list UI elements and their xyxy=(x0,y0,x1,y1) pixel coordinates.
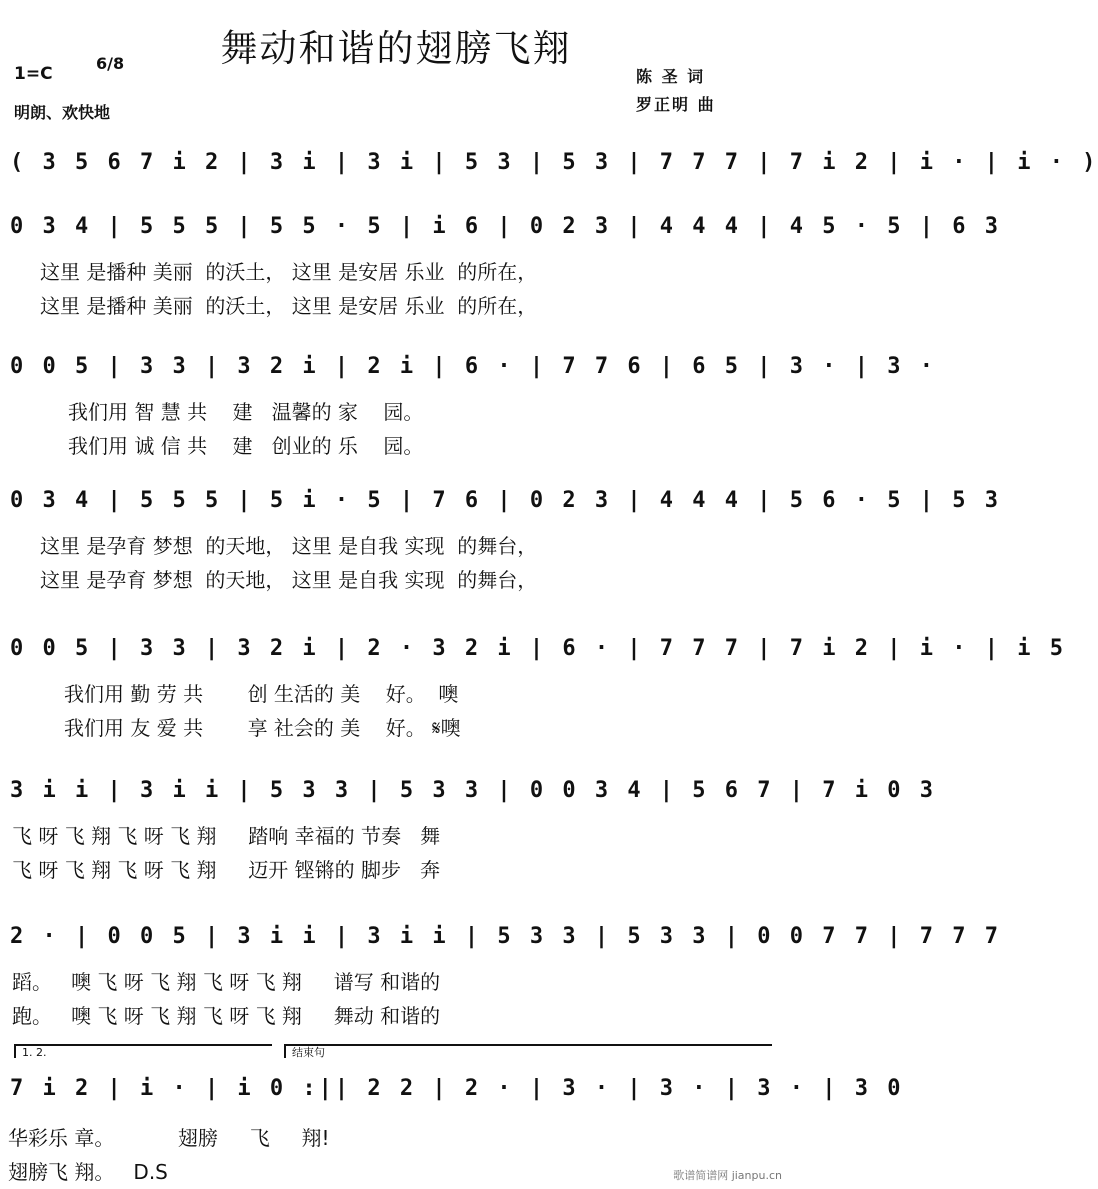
notation-line: 0 0 5 | 3 3 | 3 2 i | 2 · 3 2 i | 6 · | 7 7 7 | 7 i 2 | i · | i 5 xyxy=(10,636,1066,661)
lyrics-verse-1: 蹈。 噢 飞 呀 飞 翔 飞 呀 飞 翔 谱写 和谐的 xyxy=(12,970,441,994)
lyrics-verse-1: 这里 是孕育 梦想 的天地， 这里 是自我 实现 的舞台， xyxy=(40,534,538,558)
lyrics-verse-1: 华彩乐 章。 翅膀 飞 翔! xyxy=(8,1126,330,1150)
notation-line: 3 i i | 3 i i | 5 3 3 | 5 3 3 | 0 0 3 4 | 5 6 7 | 7 i 0 3 xyxy=(10,778,936,803)
lyrics-verse-2: 跑。 噢 飞 呀 飞 翔 飞 呀 飞 翔 舞动 和谐的 xyxy=(12,1004,441,1028)
lyrics-verse-1: 飞 呀 飞 翔 飞 呀 飞 翔 踏响 幸福的 节奏 舞 xyxy=(12,824,441,848)
lyrics-verse-2: 我们用 友 爱 共 享 社会的 美 好。 𝄋噢 xyxy=(64,716,461,740)
key-signature: 1=C xyxy=(14,64,53,84)
notation-line: 0 3 4 | 5 5 5 | 5 i · 5 | 7 6 | 0 2 3 | 4 4 4 | 5 6 · 5 | 5 3 xyxy=(10,488,1001,513)
song-title: 舞动和谐的翅膀飞翔 xyxy=(220,27,572,70)
lyrics-verse-2: 翅膀飞 翔。 D.S xyxy=(8,1160,168,1184)
lyrics-verse-1: 我们用 勤 劳 共 创 生活的 美 好。 噢 xyxy=(64,682,459,706)
watermark-footer: 歌谱简谱网 jianpu.cn xyxy=(673,1169,782,1182)
lyrics-verse-2: 这里 是孕育 梦想 的天地， 这里 是自我 实现 的舞台， xyxy=(40,568,538,592)
volta-bracket-1: 1. 2. xyxy=(14,1044,272,1058)
time-signature-text: 6/8 xyxy=(96,54,125,73)
volta-bracket-ending: 结束句 xyxy=(284,1044,772,1058)
composer-credit: 罗正明 曲 xyxy=(636,95,716,114)
lyrics-verse-1: 我们用 智 慧 共 建 温馨的 家 园。 xyxy=(68,400,424,424)
time-signature xyxy=(96,56,124,71)
notation-line: 2 · | 0 0 5 | 3 i i | 3 i i | 5 3 3 | 5 3 3 | 0 0 7 7 | 7 7 7 xyxy=(10,924,1001,949)
tempo-marking: 明朗、欢快地 xyxy=(14,103,111,122)
lyrics-verse-2: 我们用 诚 信 共 建 创业的 乐 园。 xyxy=(68,434,424,458)
lyricist-credit: 陈 圣 词 xyxy=(636,67,706,86)
notation-line: ( 3 5 6 7 i 2 | 3 i | 3 i | 5 3 | 5 3 | 7 7 7 | 7 i 2 | i · | i · ) xyxy=(10,150,1098,175)
notation-line: 0 3 4 | 5 5 5 | 5 5 · 5 | i 6 | 0 2 3 | 4 4 4 | 4 5 · 5 | 6 3 xyxy=(10,214,1001,239)
notation-line: 7 i 2 | i · | i 0 :|| 2 2 | 2 · | 3 · | 3 · | 3 · | 3 0 xyxy=(10,1076,904,1101)
lyrics-verse-2: 这里 是播种 美丽 的沃土， 这里 是安居 乐业 的所在， xyxy=(40,294,538,318)
lyrics-verse-2: 飞 呀 飞 翔 飞 呀 飞 翔 迈开 铿锵的 脚步 奔 xyxy=(12,858,441,882)
lyrics-verse-1: 这里 是播种 美丽 的沃土， 这里 是安居 乐业 的所在， xyxy=(40,260,538,284)
notation-line: 0 0 5 | 3 3 | 3 2 i | 2 i | 6 · | 7 7 6 | 6 5 | 3 · | 3 · xyxy=(10,354,936,379)
